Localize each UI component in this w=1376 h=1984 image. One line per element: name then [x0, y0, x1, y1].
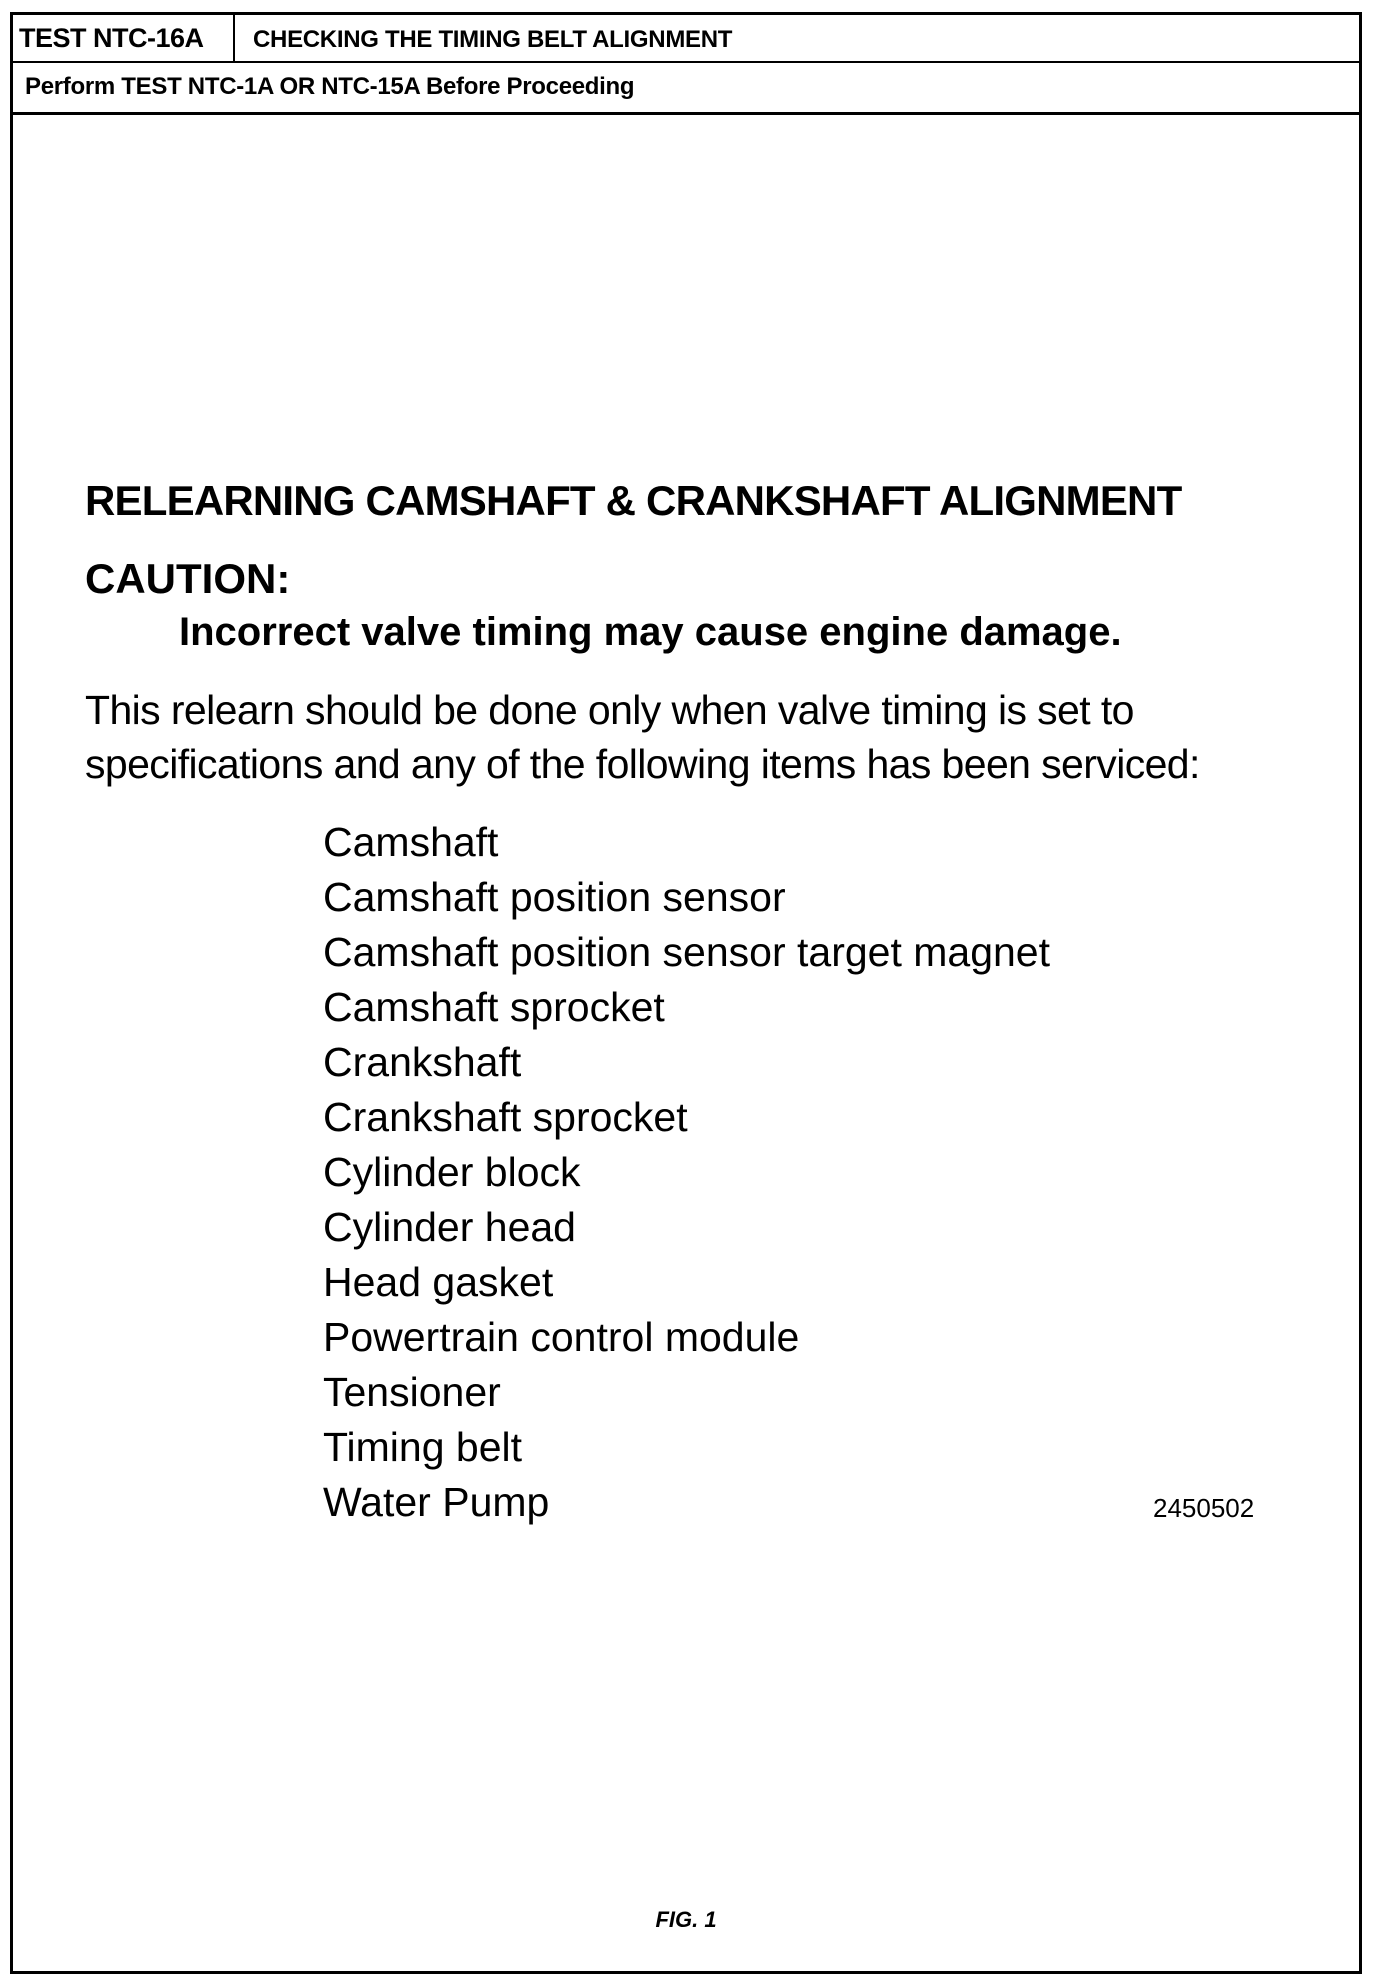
prerequisite-text: Perform TEST NTC-1A OR NTC-15A Before Proceeding — [25, 73, 635, 100]
serviced-items-list — [323, 815, 1050, 1530]
intro-paragraph: This relearn should be done only when valve timing is set to specifications and any of the following items has been serviced: — [85, 687, 1200, 787]
figure-id-number: 2450502 — [1153, 1493, 1255, 1523]
list-item: Camshaft sprocket — [323, 984, 665, 1030]
list-item: Crankshaft — [323, 1039, 522, 1085]
figure-caption: FIG. 1 — [655, 1907, 717, 1932]
list-item: Camshaft position sensor target magnet — [323, 929, 1050, 975]
list-item: Water Pump — [323, 1479, 550, 1525]
list-item: Cylinder block — [323, 1149, 581, 1195]
test-title: CHECKING THE TIMING BELT ALIGNMENT — [253, 26, 733, 53]
figure-area — [13, 115, 1359, 1971]
list-item: Camshaft position sensor — [323, 874, 786, 920]
prerequisite-row — [13, 63, 1359, 115]
list-item: Powertrain control module — [323, 1314, 800, 1360]
test-header — [13, 15, 1359, 63]
caution-label: CAUTION: — [85, 555, 291, 602]
caution-text: Incorrect valve timing may cause engine damage. — [179, 610, 1122, 654]
list-item: Head gasket — [323, 1259, 554, 1305]
test-id-label: TEST NTC-16A — [13, 15, 235, 61]
list-item: Crankshaft sprocket — [323, 1094, 688, 1140]
list-item: Timing belt — [323, 1424, 522, 1470]
relearn-heading: RELEARNING CAMSHAFT & CRANKSHAFT ALIGNMENT — [85, 477, 1182, 524]
list-item: Cylinder head — [323, 1204, 576, 1250]
list-item: Camshaft — [323, 819, 499, 865]
document-page — [10, 12, 1362, 1974]
list-item: Tensioner — [323, 1369, 501, 1415]
